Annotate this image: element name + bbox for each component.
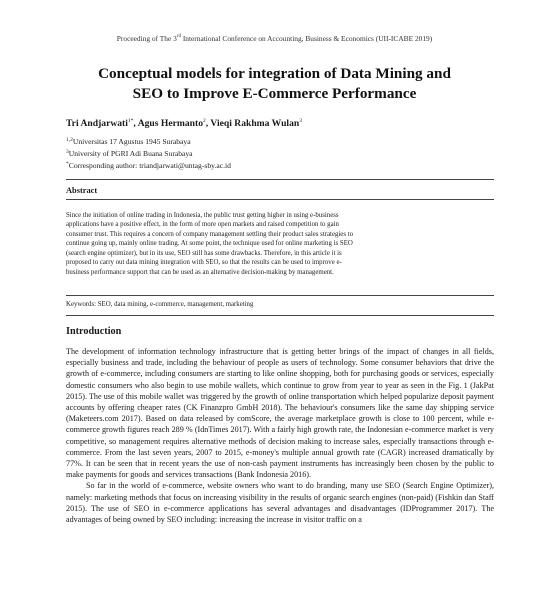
author-name: Vieqi Rakhma Wulan xyxy=(210,118,300,129)
affiliation xyxy=(66,137,191,146)
paragraph: The development of information technology infrastructure that is getting better brings of the impact of changes in all fields, especially business and trade, including the behaviour of people as users of technology. Some consumer behaviors that drive the growth of e-commerce, including consumers are starting to like online shopping, both for purchasing goods or services, especially domestic consumers who also begin to use mobile wallets, which continue to grow from year to year as seen in the Fig. 1 (JakPat 2015). The use of this mobile wallet was triggered by the growth of online transportation which helped popularize deposit payment accounts by offering cheaper rates (CK Finanzpro GmbH 2018). The behaviour's consumers like the same day shipping service (Maketeers.com 2017). Based on data released by comScore, the average marketplace growth is close to 100 percent, while e-commerce growth figures reach 289 % (IdnTimes 2017). With a fairly high growth rate, the Indonesian e-commerce market is very competitive, so management requires alternative methods of decision making to increase sales, especially transactions through e-commerce. From the last seven years, 2007 to 2015, e-money's multiple annual growth rate (CAGR) increased dramatically by 77%. It can be seen that in recent years the use of non-cash payment instruments has increasingly been chosen by the public to make payments for goods and services transactions (Bank Indonesia 2016). xyxy=(66,347,494,480)
abstract-line: consumer trust. This requires a concern of company management settling their product sales strategies to xyxy=(66,230,354,238)
affiliation xyxy=(66,149,193,158)
affiliation-text: Corresponding author: triandjarwati@untag-sby.ac.id xyxy=(68,161,231,170)
author-name: Agus Hermanto xyxy=(137,118,203,129)
divider xyxy=(66,315,494,316)
affiliation-mark: * xyxy=(66,161,69,167)
divider xyxy=(66,295,494,296)
running-head-superscript: rd xyxy=(176,34,181,39)
author-mark: 1* xyxy=(127,118,134,124)
author-list: Tri Andjarwati$^{1*}$, Agus Hermanto$^2$, Vieqi Rakhma Wulan$^3$ xyxy=(66,118,302,129)
corresponding-author xyxy=(66,161,231,170)
abstract-line: Since the initiation of online trading in Indonesia, the public trust getting higher in using e-business xyxy=(66,212,339,219)
running-head xyxy=(0,34,549,43)
author-name: Tri Andjarwati xyxy=(66,118,128,129)
abstract-heading: Abstract xyxy=(66,186,98,195)
author-mark: 2 xyxy=(203,118,206,124)
paper-title xyxy=(40,64,509,104)
affiliation-text: University of PGRI Adi Buana Surabaya xyxy=(68,149,193,158)
author-mark: 3 xyxy=(299,118,302,124)
running-head-text: Proceeding of The 3 xyxy=(116,34,177,43)
abstract-line: (search engine optimizer), but in its use, SEO still has some drawbacks. Therefore, in this article it is xyxy=(66,249,342,257)
abstract-line: applications have a positive effect, in the form of more open markets and raised competition to gain xyxy=(66,221,339,229)
introduction-body xyxy=(66,346,494,525)
divider xyxy=(66,179,494,180)
keywords: Keywords: SEO, data mining, e-commerce, management, marketing xyxy=(66,301,254,308)
divider xyxy=(66,199,494,200)
abstract-line: business performance support that can be used as an alternative decision-making by management. xyxy=(66,268,334,276)
abstract-line: continue going up, mainly online trading. At some point, the technique used for online marketing is SEO xyxy=(66,240,353,248)
affiliation-mark: 3 xyxy=(66,149,69,155)
paragraph: So far in the world of e-commerce, website owners who want to do branding, many use SEO (Search Engine Optimizer), namely: marketing methods that focus on increasing visibility in the results of organic search engines (non-paid) (Fishkin dan Staff 2015). The use of SEO in e-commerce applications has several advantages and disadvantages (IDProgrammer 2017). The advantages of being owned by SEO including: increasing the increase in visitor traffic on a xyxy=(66,481,494,525)
abstract-line: proposed to carry out data mining integration with SEO, so that the results can be used to improve e- xyxy=(66,259,342,267)
abstract-body xyxy=(66,211,494,277)
title-line-2: SEO to Improve E-Commerce Performance xyxy=(132,85,417,102)
affiliation-text: Universitas 17 Agustus 1945 Surabaya xyxy=(72,137,191,146)
title-line-1: Conceptual models for integration of Data Mining and xyxy=(98,65,451,82)
section-heading-introduction: Introduction xyxy=(66,326,122,337)
running-head-text-rest: International Conference on Accounting, Business & Economics (UII-ICABE 2019) xyxy=(180,34,433,43)
affiliation-mark: 1,2 xyxy=(66,137,73,143)
